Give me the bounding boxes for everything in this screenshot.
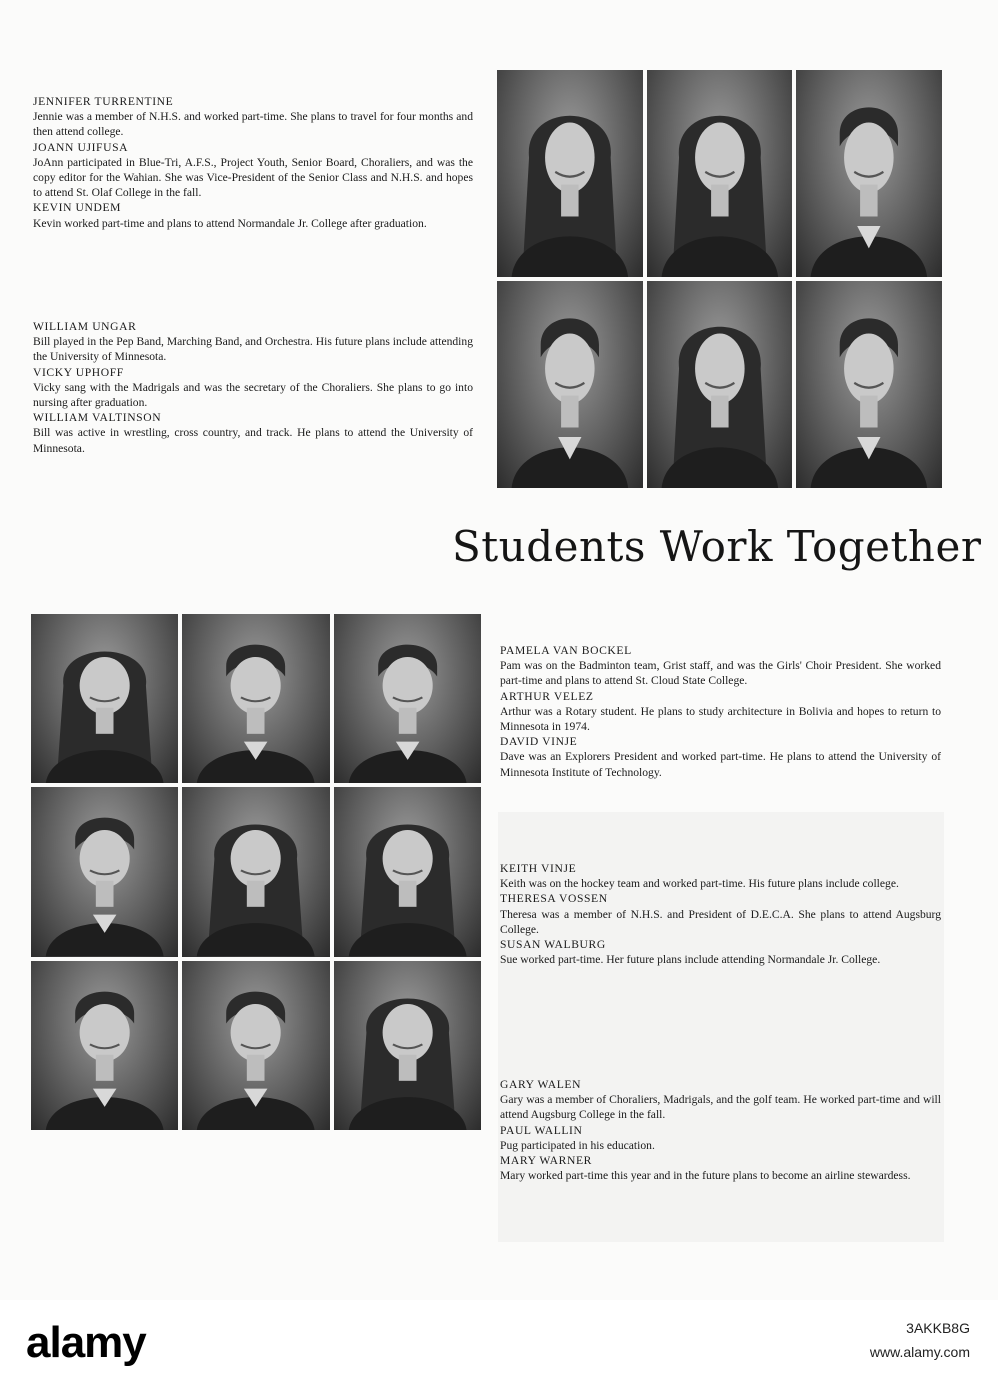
- student-bio: Bill was active in wrestling, cross country, and track. He plans to attend the University of Minnesota.: [33, 426, 473, 455]
- student-bio: Mary worked part-time this year and in the future plans to become an airline stewardess.: [500, 1169, 911, 1183]
- blurb-vossen: [500, 891, 941, 937]
- top-portrait-photo: [796, 70, 942, 277]
- student-name: VICKY UPHOFF: [33, 365, 124, 379]
- student-name: WILLIAM UNGAR: [33, 320, 137, 333]
- right-blurbs-3: [500, 1077, 941, 1183]
- bottom-portrait-photo: [182, 787, 329, 956]
- student-bio: Arthur was a Rotary student. He plans to study architecture in Bolivia and hopes to return to Minnesota in 1974.: [500, 704, 941, 734]
- student-name: THERESA VOSSEN: [500, 892, 608, 906]
- top-portrait-photo: [647, 70, 793, 277]
- student-bio: Keith was on the hockey team and worked part-time. His future plans include college.: [500, 877, 899, 891]
- student-name: MARY WARNER: [500, 1154, 592, 1168]
- mid-blurbs: [33, 319, 473, 456]
- blurb-walen: [500, 1077, 941, 1123]
- page-title: Students Work Together: [452, 522, 982, 571]
- student-name: DAVID VINJE: [500, 735, 578, 749]
- top-portrait-photo: [497, 70, 643, 277]
- top-portrait-photo: [497, 281, 643, 488]
- blurb-wallin: [500, 1123, 941, 1153]
- bottom-portrait-photo: [31, 961, 178, 1130]
- bottom-portrait-photo: [182, 614, 329, 783]
- blurb-walburg: [500, 937, 941, 967]
- student-bio: Kevin worked part-time and plans to attend Normandale Jr. College after graduation.: [33, 216, 427, 230]
- blurb-turrentine: [33, 94, 473, 140]
- student-name: JOANN UJIFUSA: [33, 140, 129, 154]
- student-name: KEITH VINJE: [500, 862, 577, 875]
- student-name: PAMELA VAN BOCKEL: [500, 644, 632, 657]
- alamy-logo: alamy: [26, 1318, 146, 1367]
- student-name: GARY WALEN: [500, 1078, 582, 1091]
- student-name: KEVIN UNDEM: [33, 201, 122, 215]
- blurb-van-bockel: [500, 643, 941, 689]
- top-photo-grid: [497, 70, 942, 488]
- top-portrait-photo: [647, 281, 793, 488]
- image-id: 3AKKB8G: [906, 1320, 970, 1336]
- student-name: JENNIFER TURRENTINE: [33, 95, 174, 108]
- bottom-photo-grid: [31, 614, 481, 1130]
- student-name: WILLIAM VALTINSON: [33, 411, 162, 425]
- watermark-footer: [0, 1300, 998, 1390]
- student-bio: Theresa was a member of N.H.S. and President of D.E.C.A. She plans to attend Augsburg College.: [500, 907, 941, 936]
- student-bio: Pam was on the Badminton team, Grist staff, and was the Girls' Choir President. She worked part-time and plans to attend St. Cloud State College.: [500, 659, 941, 688]
- bottom-portrait-photo: [334, 787, 481, 956]
- student-name: ARTHUR VELEZ: [500, 689, 594, 703]
- bottom-portrait-photo: [182, 961, 329, 1130]
- blurb-keith-vinje: [500, 861, 941, 891]
- blurb-warner: [500, 1153, 941, 1183]
- top-blurbs: [33, 94, 473, 231]
- blurb-velez: [500, 689, 941, 735]
- student-name: SUSAN WALBURG: [500, 938, 606, 952]
- blurb-ujifusa: [33, 140, 473, 201]
- bottom-portrait-photo: [334, 961, 481, 1130]
- right-blurbs-2: [500, 861, 941, 967]
- bottom-portrait-photo: [334, 614, 481, 783]
- bottom-portrait-photo: [31, 787, 178, 956]
- bottom-portrait-photo: [31, 614, 178, 783]
- blurb-ungar: [33, 319, 473, 365]
- student-bio: Jennie was a member of N.H.S. and worked part-time. She plans to travel for four months and then attend college.: [33, 110, 473, 139]
- top-portrait-photo: [796, 281, 942, 488]
- student-bio: Bill played in the Pep Band, Marching Band, and Orchestra. His future plans include attending the University of Minnesota.: [33, 335, 473, 364]
- student-bio: Sue worked part-time. Her future plans include attending Normandale Jr. College.: [500, 953, 881, 967]
- blurb-david-vinje: [500, 734, 941, 780]
- student-bio: Vicky sang with the Madrigals and was the secretary of the Choraliers. She plans to go into nursing after graduation.: [33, 380, 473, 410]
- stock-url: www.alamy.com: [869, 1344, 970, 1360]
- student-bio: Pug participated in his education.: [500, 1138, 655, 1152]
- blurb-valtinson: [33, 410, 473, 456]
- student-bio: Gary was a member of Choraliers, Madrigals, and the golf team. He worked part-time and will attend Augsburg College in the fall.: [500, 1093, 941, 1122]
- student-bio: Dave was an Explorers President and worked part-time. He plans to attend the University of Minnesota Institute of Technology.: [500, 750, 941, 779]
- blurb-undem: [33, 200, 473, 230]
- student-bio: JoAnn participated in Blue-Tri, A.F.S., Project Youth, Senior Board, Choraliers, and was the copy editor for the Wahian. She was Vice-President of the Senior Class and N.H.S. and hopes to attend St. Olaf College in the fall.: [33, 155, 473, 200]
- right-blurbs-1: [500, 643, 941, 780]
- student-name: PAUL WALLIN: [500, 1123, 583, 1137]
- blurb-uphoff: [33, 365, 473, 411]
